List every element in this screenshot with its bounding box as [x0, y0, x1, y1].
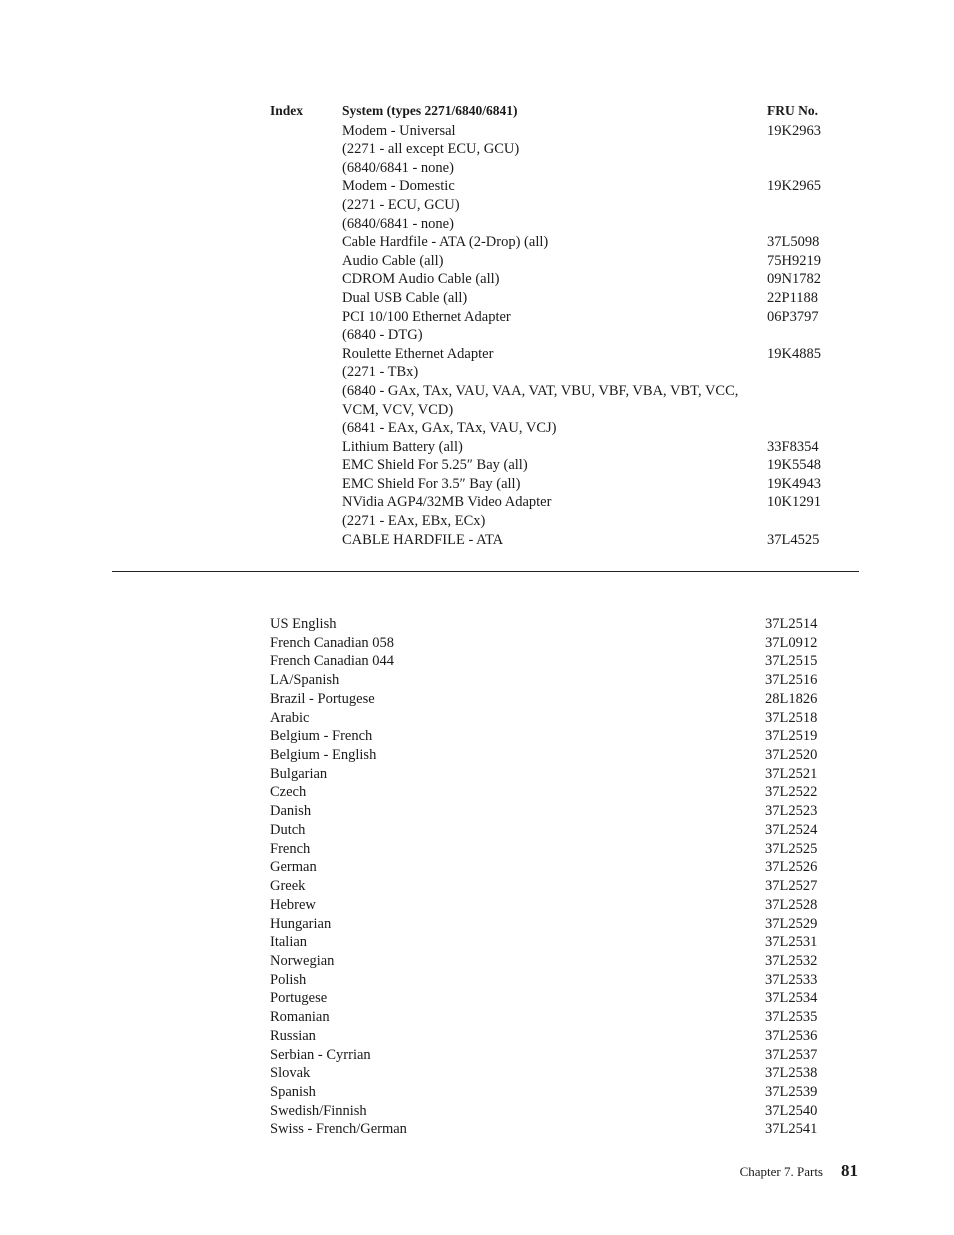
description-cell: [342, 233, 767, 252]
fru-cell: 37L4525: [767, 531, 820, 548]
chapter-label: Chapter 7. Parts: [739, 1164, 823, 1179]
keyboard-name-cell: Greek: [270, 878, 306, 895]
description-cell: [342, 438, 767, 457]
description-line: (2271 - ECU, GCU): [342, 196, 460, 213]
fru-cell: 37L2521: [765, 765, 818, 782]
fru-cell: 37L2531: [765, 934, 818, 951]
page-number: 81: [841, 1161, 858, 1180]
keyboard-name-cell: Brazil - Portugese: [270, 690, 375, 707]
index-cell: [270, 493, 342, 530]
keyboard-name-cell: Romanian: [270, 1009, 330, 1026]
keyboard-table-row: [270, 1102, 830, 1121]
fru-cell: 37L2539: [765, 1083, 818, 1100]
keyboard-table-row: [270, 933, 830, 952]
system-table-row: [270, 345, 830, 438]
index-cell: [270, 270, 342, 289]
system-table-row: [270, 438, 830, 457]
description-line: VCM, VCV, VCD): [342, 401, 454, 418]
system-parts-table: [270, 102, 830, 549]
keyboard-name-cell: French: [270, 840, 311, 857]
system-table-row: [270, 122, 830, 178]
fru-cell: 37L2520: [765, 747, 818, 764]
description-cell: [342, 308, 767, 345]
index-cell: [270, 345, 342, 438]
system-table-row: [270, 233, 830, 252]
fru-cell: 37L2515: [765, 653, 818, 670]
keyboard-table-body: [270, 615, 830, 1139]
index-cell: [270, 233, 342, 252]
keyboard-table-row: [270, 952, 830, 971]
fru-cell: 37L2529: [765, 915, 818, 932]
description-line: Lithium Battery (all): [342, 438, 463, 455]
keyboard-name-cell: Hungarian: [270, 915, 332, 932]
index-cell: [270, 308, 342, 345]
system-column-header: System (types 2271/6840/6841): [342, 103, 518, 118]
description-line: NVidia AGP4/32MB Video Adapter: [342, 494, 552, 511]
system-table-row: [270, 270, 830, 289]
keyboard-table-row: [270, 1083, 830, 1102]
keyboard-table-row: [270, 746, 830, 765]
index-cell: [270, 475, 342, 494]
keyboard-table-row: [270, 634, 830, 653]
keyboard-table-row: [270, 840, 830, 859]
keyboard-name-cell: Spanish: [270, 1083, 316, 1100]
keyboard-table-row: [270, 1027, 830, 1046]
description-line: EMC Shield For 5.25″ Bay (all): [342, 457, 528, 474]
system-table-body: [270, 122, 830, 550]
keyboard-table-row: [270, 915, 830, 934]
keyboard-name-cell: Polish: [270, 971, 307, 988]
fru-cell: 37L2524: [765, 821, 818, 838]
keyboard-table-row: [270, 652, 830, 671]
index-cell: [270, 531, 342, 550]
keyboard-name-cell: Belgium - French: [270, 728, 373, 745]
fru-cell: 37L2525: [765, 840, 818, 857]
keyboard-name-cell: Danish: [270, 803, 312, 820]
index-cell: [270, 177, 342, 233]
fru-cell: 37L2541: [765, 1121, 818, 1138]
fru-cell: 22P1188: [767, 289, 819, 306]
description-cell: [342, 475, 767, 494]
keyboard-table-row: [270, 783, 830, 802]
description-line: CABLE HARDFILE - ATA: [342, 531, 504, 548]
fru-cell: 37L2540: [765, 1102, 818, 1119]
system-table-row: [270, 308, 830, 345]
keyboard-name-cell: Italian: [270, 934, 308, 951]
keyboard-table-row: [270, 896, 830, 915]
keyboard-name-cell: French Canadian 044: [270, 653, 395, 670]
description-line: (2271 - all except ECU, GCU): [342, 141, 520, 158]
description-line: PCI 10/100 Ethernet Adapter: [342, 308, 511, 325]
description-line: (6840 - GAx, TAx, VAU, VAA, VAT, VBU, VBF, VBA, VBT, VCC,: [342, 382, 739, 399]
index-cell: [270, 438, 342, 457]
fru-cell: 19K5548: [767, 457, 821, 474]
description-cell: [342, 122, 767, 178]
keyboard-name-cell: LA/Spanish: [270, 672, 340, 689]
keyboard-name-cell: US English: [270, 616, 337, 632]
description-cell: [342, 270, 767, 289]
keyboard-table-row: [270, 727, 830, 746]
keyboard-name-cell: Swedish/Finnish: [270, 1102, 367, 1119]
keyboard-name-cell: French Canadian 058: [270, 634, 395, 651]
keyboard-table-row: [270, 765, 830, 784]
system-table-row: [270, 177, 830, 233]
fru-cell: 19K2965: [767, 178, 821, 195]
fru-cell: 37L2514: [765, 616, 818, 632]
description-line: (6841 - EAx, GAx, TAx, VAU, VCJ): [342, 420, 557, 437]
keyboard-name-cell: Portugese: [270, 990, 328, 1007]
keyboard-table-row: [270, 1064, 830, 1083]
keyboard-name-cell: Swiss - French/German: [270, 1121, 407, 1138]
description-line: Roulette Ethernet Adapter: [342, 345, 494, 362]
fru-cell: 09N1782: [767, 271, 821, 288]
keyboard-name-cell: Russian: [270, 1027, 316, 1044]
system-table-row: [270, 475, 830, 494]
fru-cell: 37L2516: [765, 672, 818, 689]
description-line: (6840/6841 - none): [342, 159, 454, 176]
description-line: CDROM Audio Cable (all): [342, 271, 500, 288]
fru-cell: 06P3797: [767, 308, 819, 325]
keyboard-table-row: [270, 858, 830, 877]
description-line: Cable Hardfile - ATA (2-Drop) (all): [342, 234, 549, 251]
keyboard-table-row: [270, 877, 830, 896]
system-table-header: [270, 102, 830, 121]
description-cell: [342, 493, 767, 530]
keyboard-table-row: [270, 989, 830, 1008]
keyboard-name-cell: German: [270, 859, 317, 876]
fru-column-header: FRU No.: [767, 103, 818, 118]
keyboard-table-row: [270, 971, 830, 990]
description-line: (2271 - EAx, EBx, ECx): [342, 513, 486, 530]
fru-cell: 33F8354: [767, 438, 819, 455]
index-column-header: Index: [270, 103, 304, 118]
description-cell: [342, 531, 767, 550]
description-cell: [342, 289, 767, 308]
keyboard-table-row: [270, 802, 830, 821]
keyboard-table-row: [270, 671, 830, 690]
description-cell: [342, 456, 767, 475]
system-table-row: [270, 289, 830, 308]
fru-cell: 37L2527: [765, 878, 818, 895]
keyboard-name-cell: Arabic: [270, 709, 310, 726]
description-cell: [342, 177, 767, 233]
fru-cell: 28L1826: [765, 690, 818, 707]
keyboard-table-row: [270, 690, 830, 709]
fru-cell: 37L2538: [765, 1065, 818, 1082]
index-cell: [270, 456, 342, 475]
keyboard-name-cell: Czech: [270, 784, 307, 801]
fru-cell: 37L2518: [765, 709, 818, 726]
fru-cell: 37L2522: [765, 784, 818, 801]
fru-cell: 37L2537: [765, 1046, 818, 1063]
fru-cell: 19K4943: [767, 475, 821, 492]
fru-cell: 37L2526: [765, 859, 818, 876]
index-cell: [270, 289, 342, 308]
keyboard-name-cell: Belgium - English: [270, 747, 377, 764]
description-cell: [342, 345, 767, 438]
fru-cell: 37L5098: [767, 234, 820, 251]
description-line: EMC Shield For 3.5″ Bay (all): [342, 475, 521, 492]
fru-cell: 75H9219: [767, 252, 821, 269]
fru-cell: 19K4885: [767, 345, 821, 362]
system-table-row: [270, 456, 830, 475]
fru-cell: 37L2528: [765, 896, 818, 913]
index-cell: [270, 252, 342, 271]
keyboard-table-row: [270, 821, 830, 840]
keyboard-name-cell: Hebrew: [270, 896, 316, 913]
keyboard-table-row: [270, 1046, 830, 1065]
description-line: Dual USB Cable (all): [342, 289, 468, 306]
fru-cell: 19K2963: [767, 122, 821, 139]
fru-cell: 37L2533: [765, 971, 818, 988]
system-table-row: [270, 252, 830, 271]
description-line: Modem - Domestic: [342, 178, 455, 195]
description-line: Audio Cable (all): [342, 252, 444, 269]
fru-cell: 10K1291: [767, 494, 821, 511]
keyboard-parts-table: [270, 615, 830, 1139]
description-line: Modem - Universal: [342, 122, 456, 139]
fru-cell: 37L2535: [765, 1009, 818, 1026]
system-table-row: [270, 493, 830, 530]
page-footer: [740, 1162, 858, 1182]
fru-cell: 37L0912: [765, 634, 818, 651]
keyboard-name-cell: Norwegian: [270, 952, 335, 969]
fru-cell: 37L2519: [765, 728, 818, 745]
index-cell: [270, 122, 342, 178]
fru-cell: 37L2536: [765, 1027, 818, 1044]
description-line: (6840 - DTG): [342, 327, 423, 344]
fru-cell: 37L2523: [765, 803, 818, 820]
fru-cell: 37L2532: [765, 952, 818, 969]
keyboard-name-cell: Dutch: [270, 821, 306, 838]
keyboard-name-cell: Bulgarian: [270, 765, 328, 782]
keyboard-table-row: [270, 615, 830, 634]
keyboard-table-row: [270, 1008, 830, 1027]
keyboard-name-cell: Slovak: [270, 1065, 311, 1082]
description-cell: [342, 252, 767, 271]
description-line: (2271 - TBx): [342, 364, 419, 381]
fru-cell: 37L2534: [765, 990, 818, 1007]
system-table-row: [270, 531, 830, 550]
keyboard-table-row: [270, 1120, 830, 1139]
description-line: (6840/6841 - none): [342, 215, 454, 232]
keyboard-name-cell: Serbian - Cyrrian: [270, 1046, 371, 1063]
keyboard-table-row: [270, 709, 830, 728]
section-divider: [112, 571, 859, 572]
